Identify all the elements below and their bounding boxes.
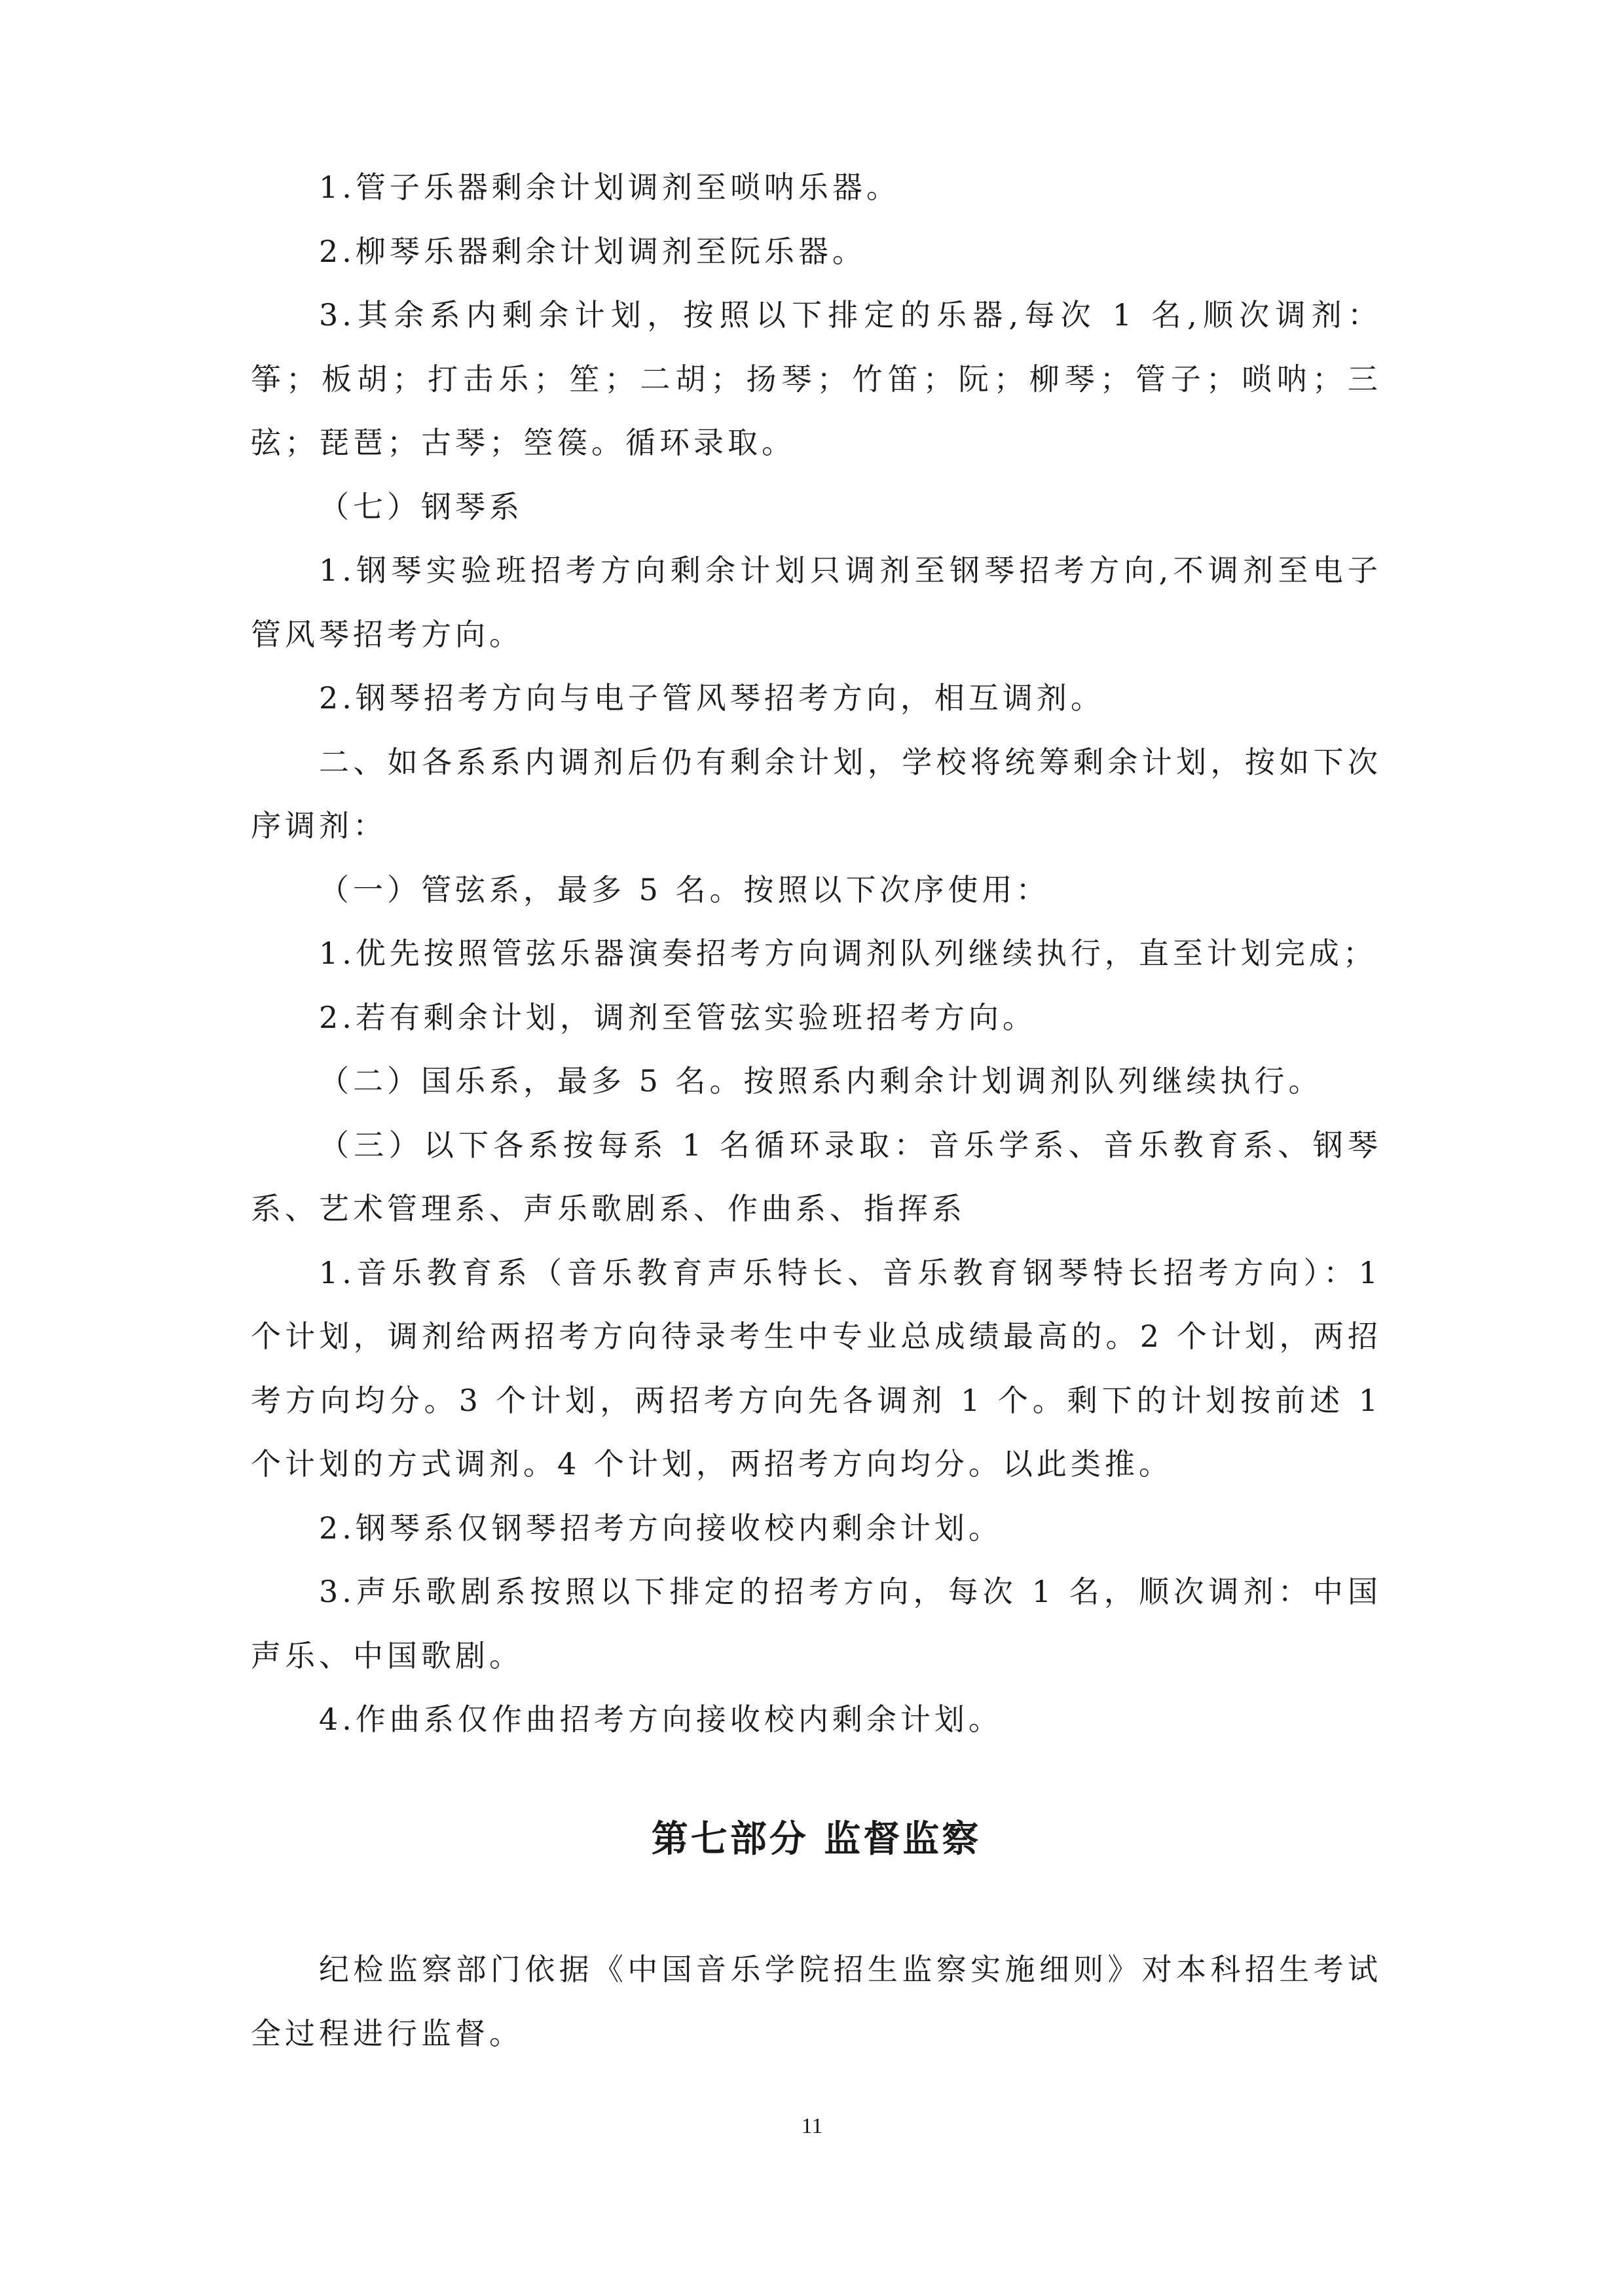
page-number: 11	[801, 2114, 823, 2138]
paragraph: 2.柳琴乐器剩余计划调剂至阮乐器。	[319, 233, 866, 269]
section-body	[251, 1938, 1382, 2066]
paragraph: 3.声乐歌剧系按照以下排定的招考方向，每次 1 名，顺次调剂：中国声乐、中国歌剧。	[251, 1574, 1382, 1673]
paragraph: 4.作曲系仅作曲招考方向接收校内剩余计划。	[319, 1702, 1003, 1737]
paragraph: 2.钢琴招考方向与电子管风琴招考方向，相互调剂。	[319, 680, 1105, 716]
paragraph: 2.若有剩余计划，调剂至管弦实验班招考方向。	[319, 999, 1037, 1035]
paragraph: 1.音乐教育系（音乐教育声乐特长、音乐教育钢琴特长招考方向）：1 个计划，调剂给两招考方向待录考生中专业总成绩最高的。2 个计划，两招考方向均分。3 个计划，两招考方向先各调剂 1 个。剩下的计划按前述 1 个计划的方式调剂。4 个计划，两招考方向均分。以此类推。	[251, 1254, 1382, 1482]
subsection-heading: （三）以下各系按每系 1 名循环录取：音乐学系、音乐教育系、钢琴系、艺术管理系、声乐歌剧系、作曲系、指挥系	[251, 1127, 1382, 1226]
document-body	[251, 156, 1382, 1752]
subsection-heading: （二）国乐系，最多 5 名。按照系内剩余计划调剂队列继续执行。	[319, 1063, 1323, 1099]
paragraph: 3.其余系内剩余计划，按照以下排定的乐器,每次 1 名,顺次调剂：筝；板胡；打击乐；笙；二胡；扬琴；竹笛；阮；柳琴；管子；唢呐；三弦；琵琶；古琴；箜篌。循环录取。	[251, 297, 1382, 460]
paragraph: 纪检监察部门依据《中国音乐学院招生监察实施细则》对本科招生考试全过程进行监督。	[251, 1952, 1382, 2051]
subsection-heading: （七）钢琴系	[319, 488, 523, 524]
paragraph: 1.优先按照管弦乐器演奏招考方向调剂队列继续执行，直至计划完成；	[319, 936, 1377, 971]
paragraph: 2.钢琴系仅钢琴招考方向接收校内剩余计划。	[319, 1510, 1003, 1546]
subsection-heading: （一）管弦系，最多 5 名。按照以下次序使用：	[319, 871, 1050, 907]
paragraph: 1.管子乐器剩余计划调剂至唢呐乐器。	[319, 170, 900, 205]
paragraph: 二、如各系系内调剂后仍有剩余计划，学校将统筹剩余计划，按如下次序调剂：	[251, 744, 1382, 843]
paragraph: 1.钢琴实验班招考方向剩余计划只调剂至钢琴招考方向,不调剂至电子管风琴招考方向。	[251, 553, 1382, 652]
section-title: 第七部分 监督监察	[651, 1818, 982, 1861]
